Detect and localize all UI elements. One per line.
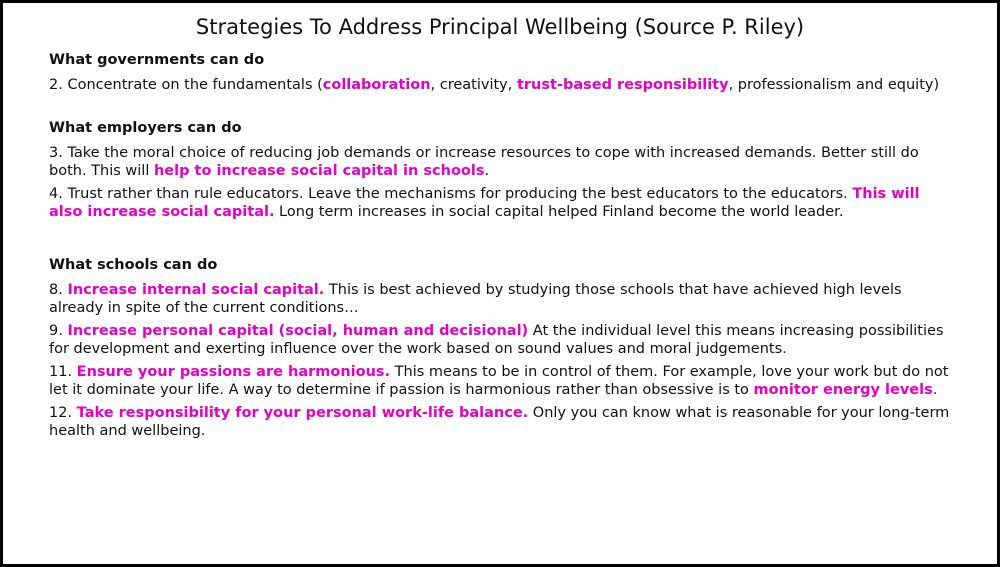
section-spacer — [49, 99, 957, 118]
body-text: , professionalism and equity) — [728, 77, 940, 93]
list-item — [49, 404, 957, 441]
highlighted-phrase: Take responsibility for your personal work-life balance. — [76, 404, 529, 421]
body-text: 11. — [49, 363, 77, 380]
list-item — [49, 185, 957, 222]
highlighted-phrase: monitor energy levels — [753, 382, 933, 398]
highlighted-phrase: collaboration — [322, 77, 431, 93]
list-item — [49, 76, 957, 95]
body-text: 3. Take the moral choice of reducing job demands or increase resources to cope with increased demands. Better still do both. This will — [49, 144, 919, 179]
section-employers — [49, 118, 957, 222]
body-text: , creativity, — [430, 77, 517, 93]
page-title: Strategies To Address Principal Wellbeing (Source P. Riley) — [195, 15, 805, 39]
body-text: This means to be in control of them. For example, love your work but do not let it dominate your life. A way to determine if passion is harmonious rather than obsessive is to — [49, 363, 949, 398]
section-heading: What governments can do — [49, 52, 265, 68]
body-text: . — [484, 163, 490, 179]
body-text: . — [932, 382, 938, 398]
section-schools — [49, 255, 957, 441]
highlighted-phrase: trust-based responsibility — [516, 77, 729, 93]
body-text: 2. Concentrate on the fundamentals ( — [49, 77, 323, 93]
list-item — [49, 281, 957, 318]
body-text: 12. — [49, 404, 77, 421]
list-item — [49, 144, 957, 181]
body-text: 9. — [49, 322, 68, 339]
section-heading: What employers can do — [49, 119, 242, 136]
content-area — [49, 50, 957, 445]
body-text: Only you can know what is reasonable for your long-term health and wellbeing. — [49, 404, 950, 439]
highlighted-phrase: This will also increase social capital. — [49, 185, 920, 220]
section-governments — [49, 50, 957, 95]
body-text: 8. — [49, 281, 68, 298]
list-item — [49, 322, 957, 359]
body-text: This is best achieved by studying those schools that have achieved high levels already in spite of the current conditions… — [49, 281, 902, 316]
section-spacer — [49, 226, 957, 255]
section-heading: What schools can do — [49, 256, 218, 273]
highlighted-phrase: Increase internal social capital. — [67, 281, 325, 298]
body-text: Long term increases in social capital helped Finland become the world leader. — [274, 204, 844, 220]
highlighted-phrase: Increase personal capital (social, human and decisional) — [67, 322, 529, 339]
list-item — [49, 363, 957, 400]
highlighted-phrase: Ensure your passions are harmonious. — [76, 363, 391, 380]
body-text: 4. Trust rather than rule educators. Leave the mechanisms for producing the best educators to the educators. — [49, 185, 853, 202]
body-text: At the individual level this means increasing possibilities for development and exerting influence over the work based on sound values and moral judgements. — [49, 322, 944, 357]
highlighted-phrase: help to increase social capital in schools — [153, 163, 485, 179]
